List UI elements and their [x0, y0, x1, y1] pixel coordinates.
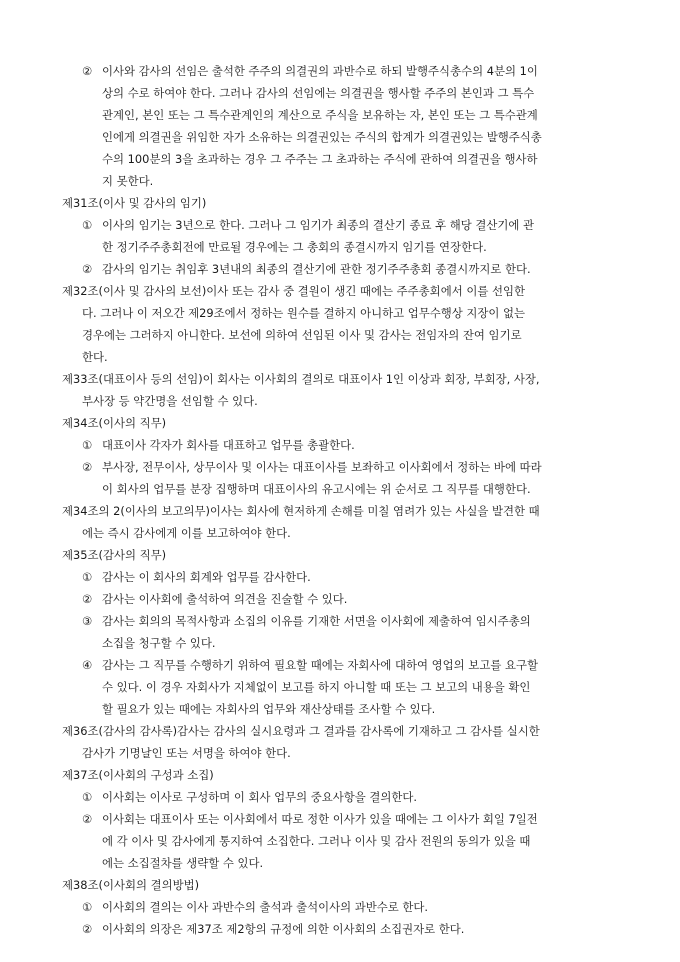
clause-number: ② — [82, 460, 93, 474]
text-line — [62, 852, 638, 874]
text-line — [62, 698, 638, 720]
line-text: 이사의 임기는 3년으로 한다. 그러나 그 임기가 최종의 결산기 종료 후 해당 결산기에 관 — [102, 218, 535, 232]
line-text: 이사회의 의장은 제37조 제2항의 규정에 의한 이사회의 소집권자로 한다. — [102, 922, 465, 936]
text-line — [62, 830, 638, 852]
line-text: 제31조(이사 및 감사의 임기) — [62, 196, 207, 210]
line-text: 제33조(대표이사 등의 선임)이 회사는 이사회의 결의로 대표이사 1인 이상과 회장, 부회장, 사장, — [62, 372, 540, 386]
line-text: 할 필요가 있는 때에는 자회사의 업무와 재산상태를 조사할 수 있다. — [102, 702, 436, 716]
line-text: 한 정기주주총회전에 만료될 경우에는 그 총회의 종결시까지 임기를 연장한다. — [102, 240, 487, 254]
clause-item — [62, 786, 638, 808]
text-line — [62, 478, 638, 500]
line-text: 에는 즉시 감사에게 이를 보고하여야 한다. — [82, 526, 291, 540]
clause-item — [62, 456, 638, 478]
text-line — [62, 390, 638, 412]
clause-item — [62, 654, 638, 676]
line-text: 다. 그러나 이 저오간 제29조에서 정하는 원수를 결하지 아니하고 업무수행상 지장이 없는 — [82, 306, 526, 320]
article-heading — [62, 280, 638, 302]
line-text: 이사와 감사의 선임은 출석한 주주의 의결권의 과반수로 하되 발행주식총수의 4분의 1이 — [102, 64, 538, 78]
line-text: 감사는 이 회사의 회계와 업무를 감사한다. — [102, 570, 311, 584]
line-text: 이사회의 결의는 이사 과반수의 출석과 출석이사의 과반수로 한다. — [102, 900, 429, 914]
line-text: 인에게 의결권을 위임한 자가 소유하는 의결권있는 주식의 합계가 의결권있는 발행주식총 — [102, 130, 542, 144]
clause-number: ④ — [82, 658, 93, 672]
line-text: 부사장 등 약간명을 선임할 수 있다. — [82, 394, 258, 408]
article-heading — [62, 764, 638, 786]
clause-item — [62, 566, 638, 588]
clause-item — [62, 896, 638, 918]
line-text: 이사회는 이사로 구성하며 이 회사 업무의 중요사항을 결의한다. — [102, 790, 418, 804]
clause-number: ② — [82, 262, 93, 276]
line-text: 감사가 기명날인 또는 서명을 하여야 한다. — [82, 746, 291, 760]
clause-number: ① — [82, 790, 93, 804]
clause-number: ② — [82, 812, 93, 826]
clause-item — [62, 434, 638, 456]
clause-item — [62, 610, 638, 632]
line-text: 제38조(이사회의 결의방법) — [62, 878, 200, 892]
text-line — [62, 82, 638, 104]
clause-item — [62, 918, 638, 940]
line-text: 제32조(이사 및 감사의 보선)이사 또는 감사 중 결원이 생긴 때에는 주주총회에서 이를 선임한 — [62, 284, 525, 298]
article-heading — [62, 874, 638, 896]
line-text: 수 있다. 이 경우 자회사가 지체없이 보고를 하지 아니할 때 또는 그 보고의 내용을 확인 — [102, 680, 531, 694]
clause-item — [62, 808, 638, 830]
line-text: 제37조(이사회의 구성과 소집) — [62, 768, 214, 782]
article-heading — [62, 500, 638, 522]
article-heading — [62, 192, 638, 214]
clause-item — [62, 60, 638, 82]
clause-number: ① — [82, 218, 93, 232]
clause-number: ① — [82, 570, 93, 584]
line-text: 경우에는 그러하지 아니한다. 보선에 의하여 선임된 이사 및 감사는 전임자의 잔여 임기로 — [82, 328, 522, 342]
article-heading — [62, 412, 638, 434]
line-text: 이사회는 대표이사 또는 이사회에서 따로 정한 이사가 있을 때에는 그 이사가 회일 7일전 — [102, 812, 538, 826]
clause-number: ① — [82, 438, 93, 452]
line-text: 수의 100분의 3을 초과하는 경우 그 주주는 그 초과하는 주식에 관하여 의결권을 행사하 — [102, 152, 538, 166]
text-line — [62, 522, 638, 544]
article-heading — [62, 368, 638, 390]
clause-item — [62, 214, 638, 236]
text-line — [62, 676, 638, 698]
line-text: 상의 수로 하여야 한다. 그러나 감사의 선임에는 의결권을 행사할 주주의 본인과 그 특수 — [102, 86, 535, 100]
article-heading — [62, 544, 638, 566]
clause-number: ① — [82, 900, 93, 914]
text-line — [62, 104, 638, 126]
line-text: 지 못한다. — [102, 174, 154, 188]
line-text: 감사의 임기는 취임후 3년내의 최종의 결산기에 관한 정기주주총회 종결시까지로 한다. — [102, 262, 531, 276]
text-line — [62, 346, 638, 368]
text-line — [62, 632, 638, 654]
text-line — [62, 302, 638, 324]
line-text: 한다. — [82, 350, 108, 364]
line-text: 대표이사 각자가 회사를 대표하고 업무를 총괄한다. — [102, 438, 355, 452]
line-text: 감사는 이사회에 출석하여 의견을 진술할 수 있다. — [102, 592, 348, 606]
line-text: 제34조(이사의 직무) — [62, 416, 167, 430]
line-text: 제36조(감사의 감사록)감사는 감사의 실시요령과 그 결과를 감사록에 기재하고 그 감사를 실시한 — [62, 724, 540, 738]
line-text: 관계인, 본인 또는 그 특수관계인의 계산으로 주식을 보유하는 자, 본인 또는 그 특수관계 — [102, 108, 538, 122]
line-text: 제35조(감사의 직무) — [62, 548, 167, 562]
text-line — [62, 742, 638, 764]
line-text: 에는 소집절차를 생략할 수 있다. — [102, 856, 264, 870]
article-heading — [62, 720, 638, 742]
line-text: 소집을 청구할 수 있다. — [102, 636, 216, 650]
text-line — [62, 126, 638, 148]
clause-number: ② — [82, 64, 93, 78]
line-text: 부사장, 전무이사, 상무이사 및 이사는 대표이사를 보좌하고 이사회에서 정하는 바에 따라 — [102, 460, 542, 474]
clause-item — [62, 588, 638, 610]
line-text: 감사는 그 직무를 수행하기 위하여 필요할 때에는 자회사에 대하여 영업의 보고를 요구할 — [102, 658, 538, 672]
clause-number: ② — [82, 592, 93, 606]
line-text: 감사는 회의의 목적사항과 소집의 이유를 기재한 서면을 이사회에 제출하여 임시주총의 — [102, 614, 531, 628]
line-text: 이 회사의 업무를 분장 집행하며 대표이사의 유고시에는 위 순서로 그 직무를 대행한다. — [102, 482, 531, 496]
line-text: 제34조의 2(이사의 보고의무)이사는 회사에 현저하게 손해를 미칠 염려가 있는 사실을 발견한 때 — [62, 504, 540, 518]
clause-item — [62, 258, 638, 280]
clause-number: ③ — [82, 614, 93, 628]
text-line — [62, 170, 638, 192]
text-line — [62, 148, 638, 170]
text-line — [62, 236, 638, 258]
clause-number: ② — [82, 922, 93, 936]
text-line — [62, 324, 638, 346]
line-text: 에 각 이사 및 감사에게 통지하여 소집한다. 그러나 이사 및 감사 전원의 동의가 있을 때 — [102, 834, 531, 848]
